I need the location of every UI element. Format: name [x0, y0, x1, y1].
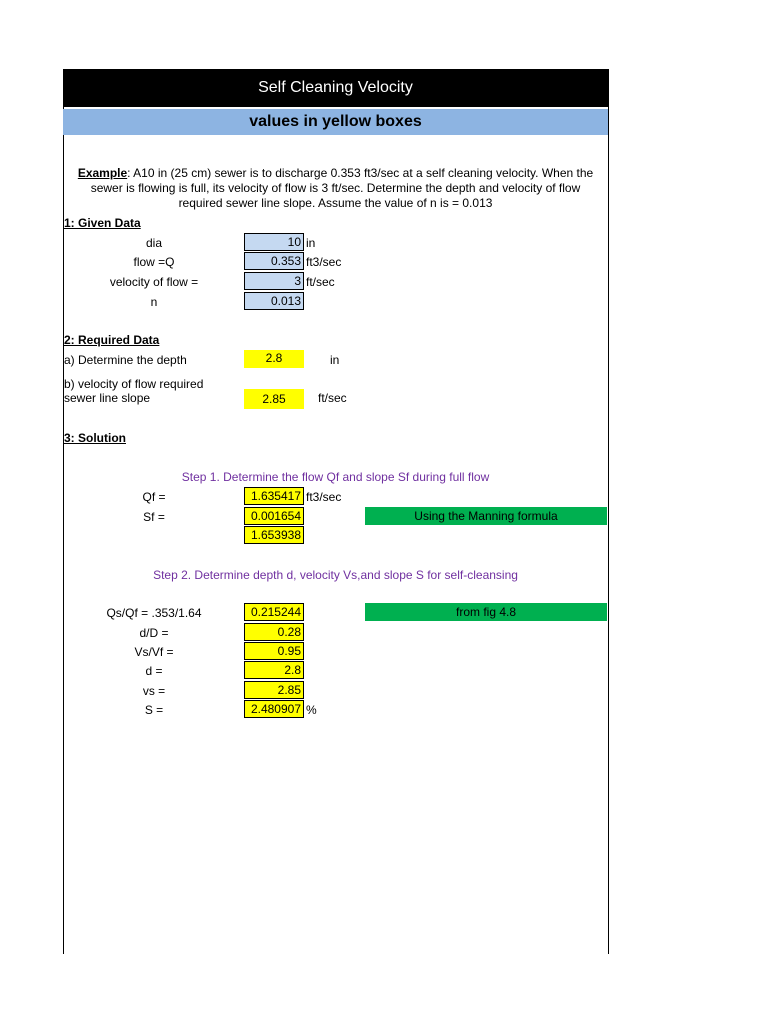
- output-sf: 0.001654: [244, 507, 304, 525]
- step1-heading: Step 1. Determine the flow Qf and slope Sf during full flow: [181, 470, 490, 484]
- instruction-banner: values in yellow boxes: [63, 109, 608, 135]
- label-qs-qf: Qs/Qf = .353/1.64: [106, 606, 202, 620]
- output-d: 2.8: [244, 661, 304, 679]
- input-n[interactable]: 0.013: [244, 292, 304, 310]
- given-label-velocity: velocity of flow =: [109, 275, 199, 289]
- output-velocity: 2.85: [244, 389, 304, 409]
- solution-heading: 3: Solution: [64, 431, 126, 445]
- output-depth: 2.8: [244, 350, 304, 368]
- required-depth-label: a) Determine the depth: [64, 353, 187, 367]
- output-vs-vf: 0.95: [244, 642, 304, 660]
- input-flow[interactable]: 0.353: [244, 252, 304, 270]
- label-d: d =: [145, 664, 163, 678]
- label-vs-vf: Vs/Vf =: [134, 645, 174, 659]
- unit-velocity-required: ft/sec: [318, 391, 347, 405]
- fig-note: from fig 4.8: [365, 603, 607, 621]
- input-velocity[interactable]: 3: [244, 272, 304, 290]
- unit-qf: ft3/sec: [306, 490, 342, 504]
- output-qf: 1.635417: [244, 487, 304, 505]
- required-velocity-label-1: b) velocity of flow required: [64, 377, 204, 391]
- unit-flow: ft3/sec: [306, 255, 342, 269]
- unit-depth: in: [330, 353, 340, 367]
- example-label: Example: [77, 166, 128, 180]
- input-dia[interactable]: 10: [244, 233, 304, 251]
- manning-note: Using the Manning formula: [365, 507, 607, 525]
- label-s: S =: [144, 703, 164, 717]
- label-d-D: d/D =: [139, 626, 169, 640]
- output-s: 2.480907: [244, 700, 304, 718]
- label-sf: Sf =: [143, 510, 165, 524]
- output-sf-intermediate: 1.653938: [244, 526, 304, 544]
- output-d-D: 0.28: [244, 623, 304, 641]
- unit-velocity: ft/sec: [306, 275, 335, 289]
- unit-s: %: [306, 703, 317, 717]
- required-velocity-label-2: sewer line slope: [64, 391, 151, 405]
- given-label-n: n: [150, 295, 158, 309]
- given-label-flow: flow =Q: [133, 255, 175, 269]
- example-text: Example: A10 in (25 cm) sewer is to discharge 0.353 ft3/sec at a self cleaning velocity. When the sewer is flowing is full, its velocity of flow is 3 ft/sec. Determine the depth and velocity of flow required sewer line slope. Assume the value of n is = 0.013: [77, 166, 594, 210]
- step2-heading: Step 2. Determine depth d, velocity Vs,and slope S for self-cleansing: [153, 568, 518, 582]
- given-label-dia: dia: [145, 236, 162, 250]
- label-vs: vs =: [142, 684, 166, 698]
- output-qs-qf: 0.215244: [244, 603, 304, 621]
- required-data-heading: 2: Required Data: [64, 333, 160, 347]
- page-title: Self Cleaning Velocity: [63, 69, 608, 107]
- output-vs: 2.85: [244, 681, 304, 699]
- unit-dia: in: [306, 236, 316, 250]
- label-qf: Qf =: [142, 490, 166, 504]
- given-data-heading: 1: Given Data: [64, 216, 141, 230]
